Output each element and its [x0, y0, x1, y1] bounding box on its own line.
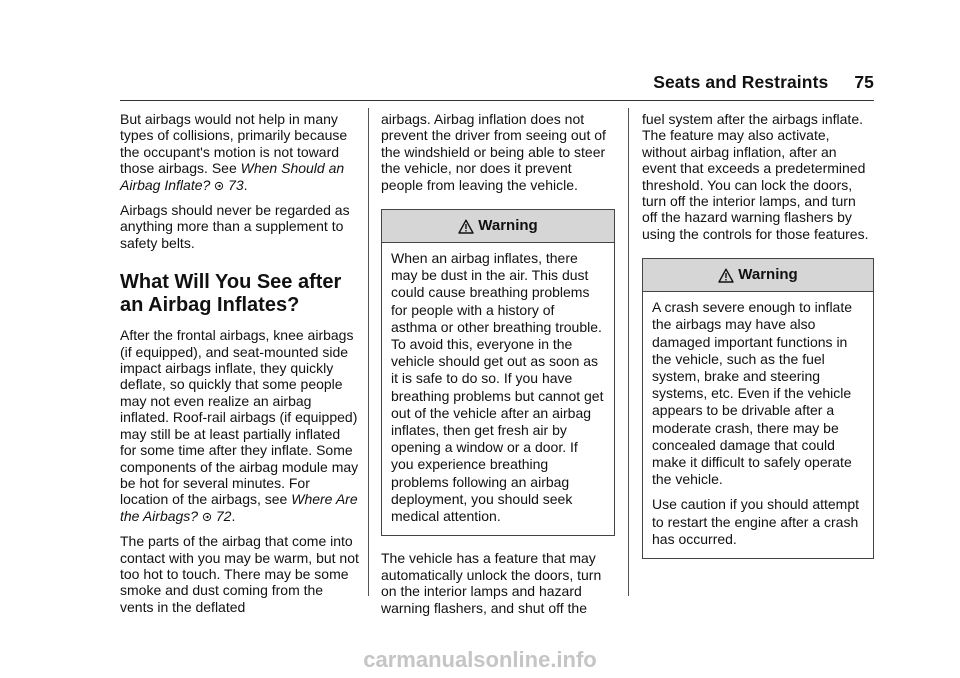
page-number: 75 [854, 72, 874, 92]
cross-ref-link[interactable]: When Should an Airbag Inflate? [120, 160, 345, 193]
paragraph-text: After the frontal airbags, knee airbags (if equipped), and seat-mounted side impact airbags inflate, they quickly deflate, so quickly that some people may not even realize an airbag inflated. Roof-rail airbags (if equipped) may still be at least partially inflated for some time after they inflate. Some components of the airbag module may be hot for several minutes. For location of the airbags, see [120, 327, 359, 508]
warning-triangle-icon [458, 219, 474, 234]
warning-title: Warning [478, 216, 538, 234]
paragraph: The parts of the airbag that come into contact with you may be warm, but not too hot to touch. There may be some smoke and dust coming from the vents in the deflated [120, 533, 359, 615]
watermark: carmanualsonline.info [363, 647, 597, 672]
column-divider [368, 108, 369, 596]
paragraph: The vehicle has a feature that may automatically unlock the doors, turn on the interior lamps and hazard warning flashers, and shut off the [381, 550, 602, 616]
column-1 [120, 111, 360, 624]
warning-header [643, 259, 873, 292]
paragraph: fuel system after the airbags inflate. The feature may also activate, without airbag inflation, after an event that exceeds a predetermined threshold. You can lock the doors, turn off the interior lamps, and turn off the hazard warning flashers by using the controls for those features. [642, 111, 869, 242]
header-rule [120, 100, 874, 101]
paragraph: Airbags should never be regarded as anything more than a supplement to safety belts. [120, 202, 350, 251]
page-header [653, 72, 874, 93]
column-divider [628, 108, 629, 596]
warning-triangle-icon [718, 268, 734, 283]
paragraph: But airbags would not help in many types of collisions, primarily because the occupant's motion is not toward those airbags. See When Should an Airbag Inflate? 73. [120, 111, 348, 193]
section-heading: What Will You See after an Airbag Inflates? [120, 271, 342, 317]
warning-header [382, 210, 614, 243]
paragraph: airbags. Airbag inflation does not prevent the driver from seeing out of the windshield or being able to steer the vehicle, nor does it prevent people from leaving the vehicle. [381, 111, 606, 193]
page-ref-icon [202, 512, 212, 522]
column-2 [381, 111, 615, 625]
warning-box [642, 258, 874, 559]
page-ref-icon [214, 181, 224, 191]
warning-text: A crash severe enough to inflate the airbags may have also damaged important functions in the vehicle, such as the fuel system, brake and steering systems, etc. Even if the vehicle appears to be drivable after a moderate crash, there may be concealed damage that could make it difficult to safely operate the vehicle. [652, 299, 853, 488]
page-ref[interactable]: 72 [215, 507, 232, 524]
warning-body [382, 243, 614, 535]
warning-text: Use caution if you should attempt to restart the engine after a crash has occurred. [652, 496, 860, 547]
warning-body [643, 292, 873, 558]
section-title: Seats and Restraints [653, 72, 829, 92]
paragraph-text: But airbags would not help in many types of collisions, primarily because the occupant's motion is not toward those airbags. See [120, 111, 348, 177]
warning-title: Warning [738, 266, 798, 284]
warning-text: When an airbag inflates, there may be dust in the air. This dust could cause breathing problems for people with a history of asthma or other breathing trouble. To avoid this, everyone in the vehicle should get out as soon as it is safe to do so. If you have breathing problems but cannot get out of the vehicle after an airbag inflates, then get fresh air by opening a window or a door. If you experience breathing problems following an airbag deployment, you should seek medical attention. [391, 250, 604, 525]
warning-box [381, 209, 615, 536]
paragraph: After the frontal airbags, knee airbags (if equipped), and seat-mounted side impact airbags inflate, they quickly deflate, so quickly that some people may not even realize an airbag inflated. Roof-rail airbags (if equipped) may still be at least partially inflated for some time after they inflate. Some components of the airbag module may be hot for several minutes. For location of the airbags, see Where Are the Airbags? 72. [120, 327, 359, 524]
cross-ref-link[interactable]: Where Are the Airbags? [120, 491, 358, 524]
page-ref[interactable]: 73 [228, 176, 244, 193]
column-3 [642, 111, 874, 573]
